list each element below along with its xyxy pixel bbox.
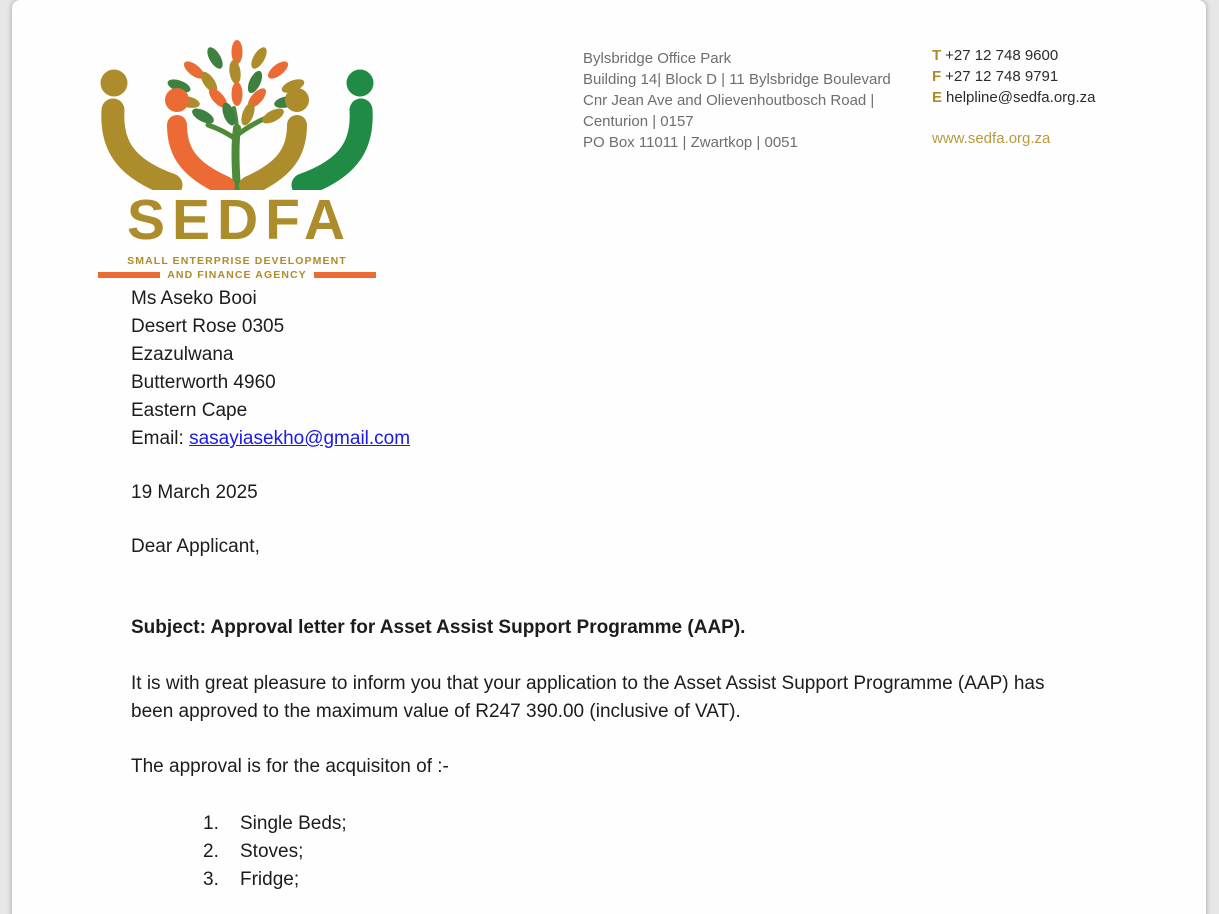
item-text: Stoves; [240, 841, 304, 862]
logo-caption-line2: AND FINANCE AGENCY [167, 269, 307, 281]
item-number: 2. [203, 841, 219, 862]
recipient-block [131, 285, 1066, 453]
contact-block [932, 45, 1096, 149]
office-address-line: Building 14| Block D | 11 Bylsbridge Boulevard [583, 71, 891, 88]
letter-body [131, 285, 1066, 894]
logo-caption-line1: SMALL ENTERPRISE DEVELOPMENT [127, 255, 347, 267]
office-address-line: Bylsbridge Office Park [583, 50, 732, 67]
recipient-name: Ms Aseko Booi [131, 288, 257, 309]
body-paragraph: It is with great pleasure to inform you that your application to the Asset Assist Support Programme (AAP) has been approved to the maximum value of R247 390.00 (inclusive of VAT). [131, 673, 1045, 722]
recipient-email-link[interactable]: sasayiasekho@gmail.com [189, 428, 411, 449]
recipient-email-label: Email: [131, 428, 190, 449]
recipient-address-line: Ezazulwana [131, 344, 234, 365]
letter-page [12, 0, 1206, 914]
phone-label: T [932, 47, 942, 64]
item-text: Single Beds; [240, 813, 347, 834]
caption-bar-left [98, 272, 160, 278]
recipient-address-line: Desert Rose 0305 [131, 316, 285, 337]
phone-line [932, 45, 1096, 66]
fax-number: +27 12 748 9791 [945, 68, 1059, 85]
recipient-address-line: Eastern Cape [131, 400, 248, 421]
approved-items-list [131, 810, 1066, 894]
email-line [932, 87, 1096, 108]
list-item [203, 810, 1066, 838]
fax-label: F [932, 68, 942, 85]
office-address [583, 48, 928, 153]
website-link[interactable]: www.sedfa.org.za [932, 130, 1051, 147]
caption-bar-right [314, 272, 376, 278]
recipient-email-line [131, 425, 1066, 453]
salutation: Dear Applicant, [131, 536, 260, 557]
helpline-email[interactable]: helpline@sedfa.org.za [946, 89, 1096, 106]
logo-wordmark: SEDFA [126, 188, 353, 252]
email-label: E [932, 89, 943, 106]
letter-date: 19 March 2025 [131, 482, 258, 503]
fax-line [932, 66, 1096, 87]
list-item [203, 838, 1066, 866]
sedfa-logo-icon [86, 40, 388, 190]
item-number: 1. [203, 813, 219, 834]
subject-line: Subject: Approval letter for Asset Assist Support Programme (AAP). [131, 617, 746, 638]
approval-intro: The approval is for the acquisiton of :- [131, 756, 449, 777]
phone-number: +27 12 748 9600 [945, 47, 1059, 64]
office-address-line: PO Box 11011 | Zwartkop | 0051 [583, 134, 798, 151]
list-item [203, 866, 1066, 894]
recipient-address-line: Butterworth 4960 [131, 372, 276, 393]
office-address-line: Cnr Jean Ave and Olievenhoutbosch Road | [583, 92, 875, 109]
item-number: 3. [203, 869, 219, 890]
sedfa-logo [86, 40, 388, 281]
item-text: Fridge; [240, 869, 300, 890]
office-address-line: Centurion | 0157 [583, 113, 694, 130]
